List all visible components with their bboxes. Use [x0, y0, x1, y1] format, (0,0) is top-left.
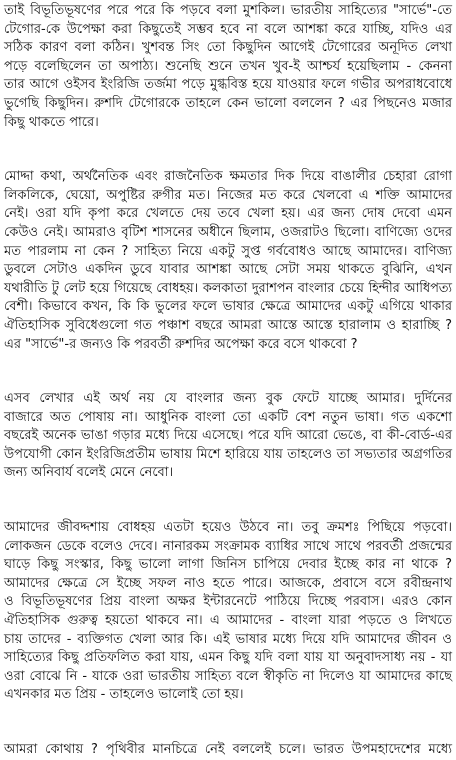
- text-line: মত পারলাম না কেন ? সাহিত্য নিয়ে একটু সুপ্ত গর্ববোধও আছে আমাদের। বাণিজ্য: [4, 243, 452, 259]
- text-line: ডুবলে সেটাও একদিন ডুবে যাবার আশঙ্কা আছে সেটা সময় থাকতে বুঝিনি, এখন: [4, 262, 452, 278]
- text-line: তার আগে ওইসব ইংরিজি তর্জমা পড়ে মুগ্ধবিস্ত হয়ে যাওয়ার ফলে গভীর অপরাধবোধে: [4, 77, 452, 93]
- text-line: লিকলিকে, ঘেয়ো, অপুষ্টির রুগীর মত। নিজের মত করে খেলবো এ শক্তি আমাদের: [4, 187, 452, 203]
- paragraph-3: [4, 390, 452, 483]
- text-line: পড়ে বলেছিলেন তা অপাঠ্য। শুনেছি শুনে তখন খুব-ই আশ্চর্য হয়েছিলাম - কেননা: [4, 58, 452, 74]
- paragraph-gap: [4, 483, 452, 519]
- text-line: ভুগেছি কিছুদিন। রুশদি টেগোরকে তাহলে কেন ভালো বললেন ? এর পিছনেও মজার: [4, 95, 452, 111]
- text-line: ঐতিহাসিক সুবিধেগুলো গত পঞ্চাশ বছরে আমরা আস্তে আস্তে হারালাম ও হারাচ্ছি ?: [4, 317, 452, 333]
- text-line: তাই বিভূতিভূষণের পরে পরে কি পড়বে বলা মুশকিল। ভারতীয় সাহিত্যের "সার্ভে"-তে: [4, 3, 452, 18]
- text-line: ঘাড়ে কিছু সংস্কার, কিছু ভালো লাগা জিনিস চাপিয়ে দেবার ইচ্ছে কার না থাকে ?: [4, 557, 452, 573]
- text-line: ঐতিহাসিক গুরুত্ব হয়তো থাকবে না। এ আমাদের - বাংলা যারা পড়তে ও লিখতে: [4, 613, 452, 629]
- text-line: জন্য অনিবার্য বলেই মেনে নেবো।: [4, 465, 174, 481]
- text-line: আমরা কোথায় ? পৃথিবীর মানচিত্রে নেই বললেই চলে। ভারত উপমহাদেশের মধ্যে: [4, 742, 452, 757]
- text-line: বাজারে অত পোষায় না। আধুনিক বাংলা তো একটি বেশ নতুন ভাষা। গত একশো: [4, 409, 452, 425]
- text-line: আমাদের জীবদ্দশায় বোধহয় এতটা হয়েও উঠবে না। তবু ক্রমশঃ পিছিয়ে পড়বো।: [4, 520, 452, 536]
- text-line: চায় তাদের - ব্যক্তিগত খেলা আর কি। এই ভাষার মধ্যে দিয়ে যদি আমাদের জীবন ও: [4, 631, 452, 647]
- text-line: সঠিক কারণ বলা কঠিন। খুশবন্ত সিং তো কিছুদিন আগেই টেগোরের অনূদিত লেখা: [4, 40, 452, 56]
- text-line: উপযোগী কোন ইংরিজিপ্রতীম ভাষায় মিশে হারিয়ে যায় তাহলেও তা সভ্যতার অগ্রগতির: [4, 446, 452, 462]
- text-line: ও বিভূতিভূষণের প্রিয় বাংলা অক্ষর ইন্টারনেটে পাঠিয়ে দিচ্ছে পরবাস। এরও কোন: [4, 594, 452, 610]
- paragraph-gap: [4, 705, 452, 741]
- text-line: ওরা বোঝে নি - যাকে ওরা ভারতীয় সাহিত্য বলে স্বীকৃতি না দিলেও যা আমাদের কাছে: [4, 668, 452, 684]
- document-page: [4, 2, 452, 757]
- text-line: বছরেই অনেক ভাঙা গড়ার মধ্যে দিয়ে এসেছে। পরে যদি আরো ভেঙে, বা কী-বোর্ড-এর: [4, 428, 452, 444]
- paragraph-gap: [4, 354, 452, 390]
- text-line: এখনকার মত প্রিয় - তাহলেও ভালোই তো হয়।: [4, 687, 244, 703]
- text-line: নেই। ওরা যদি কৃপা করে খেলতে দেয় তবে খেলা হয়। এর জন্য দোষ দেবো এমন: [4, 206, 452, 222]
- paragraph-1: [4, 2, 452, 132]
- text-line: এসব লেখার এই অর্থ নয় যে বাংলার জন্য বুক ফেটে যাচ্ছে আমার। দুর্দিনের: [4, 391, 452, 407]
- paragraph-4: [4, 519, 452, 705]
- text-line: যথারীতি টু লেট হয়ে গিয়েছে বোধহয়। কলকাতা দুরাশপন বাংলার চেয়ে হিন্দীর আধিপত্য: [4, 280, 452, 296]
- text-line: লোকজন ডেকে বলেও দেবে। নানারকম সংক্রামক ব্যাধির সাথে সাথে পরবর্তী প্রজন্মের: [4, 538, 452, 554]
- paragraph-2: [4, 168, 452, 354]
- text-line: কিছু থাকতে পারে।: [4, 114, 99, 130]
- text-line: এর "সার্ভে"-র জন্যও কি পরবর্তী রুশদির অপেক্ষা করে বসে থাকবো ?: [4, 336, 358, 352]
- paragraph-5: [4, 741, 452, 760]
- text-line: কেউও নেই। আমরাও বৃটিশ শাসনের অধীনে ছিলাম, ওজরাটও ছিলো। বাণিজ্যে ওদের: [4, 224, 452, 240]
- text-line: মোদ্দা কথা, অর্থনৈতিক এবং রাজনৈতিক ক্ষমতার দিক দিয়ে বাঙালীর চেহারা রোগা: [4, 169, 452, 185]
- text-line: সাহিত্যের কিছু প্রতিফলিত করা যায়, এমন কিছু যদি বলা যায় যা অনুবাদসাধ্য নয় - যা: [4, 650, 452, 666]
- paragraph-gap: [4, 132, 452, 168]
- text-line: বেশী। কিভাবে কখন, কি কি ভুলের ফলে ভাষার ক্ষেত্রে আমাদের একটু এগিয়ে থাকার: [4, 299, 452, 315]
- text-line: টেগোর-কে উপেক্ষা করা কিছুতেই সম্ভব হবে না বলে আশঙ্কা করে যাচ্ছি, যদিও এর: [4, 21, 452, 37]
- text-line: আমাদের ক্ষেত্রে সে ইচ্ছে সফল নাও হতে পারে। আজকে, প্রবাসে বসে রবীন্দ্রনাথ: [4, 575, 452, 591]
